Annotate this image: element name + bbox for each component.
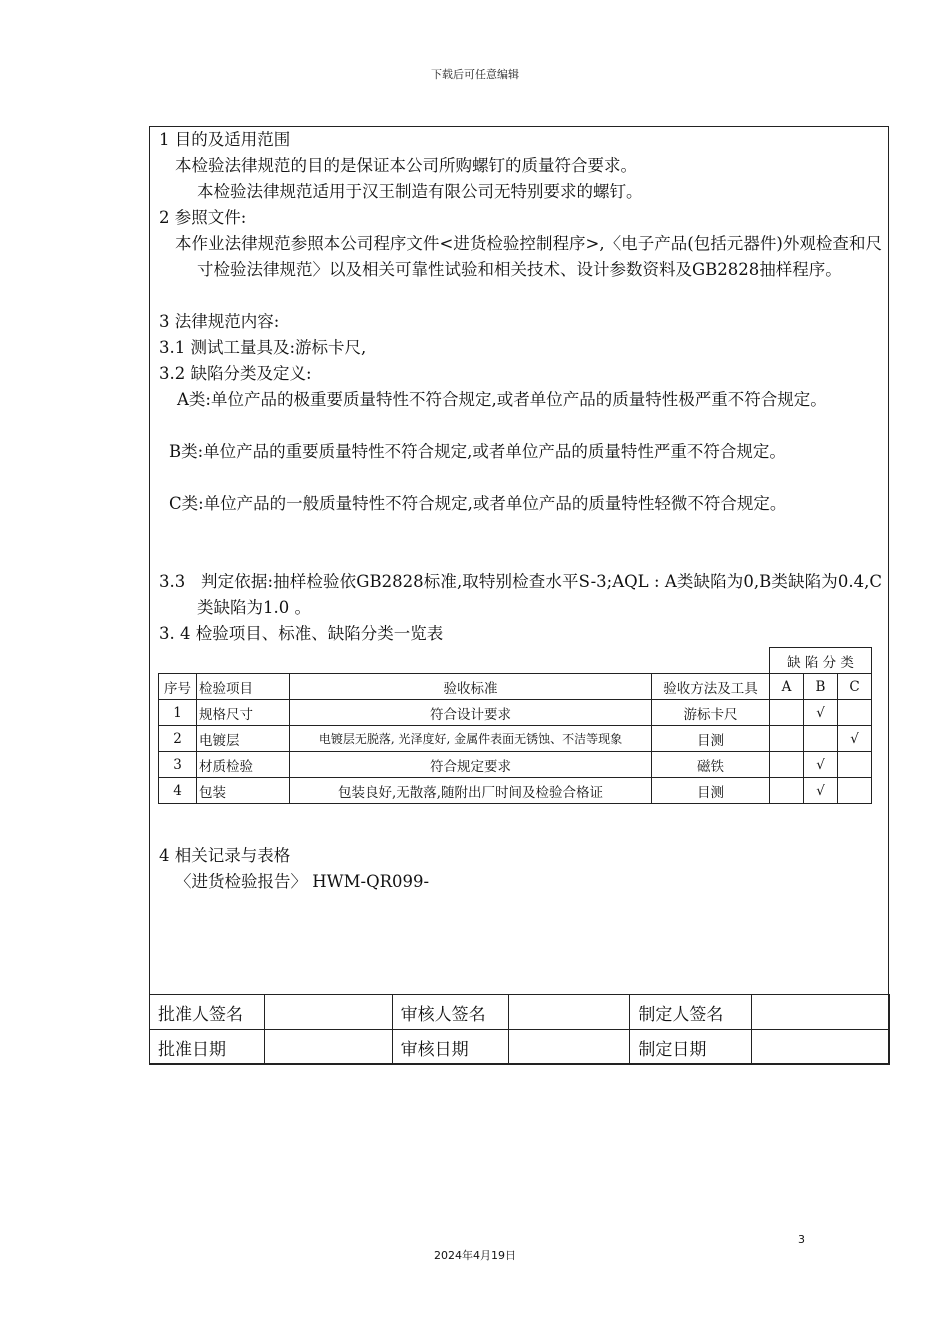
section-3-2: 3.2 缺陷分类及定义: xyxy=(159,364,312,383)
approver-sign-field[interactable] xyxy=(264,995,392,1030)
cell-method: 目测 xyxy=(652,726,770,752)
section-2-paragraph xyxy=(175,231,882,283)
table-row xyxy=(159,752,872,778)
cell-item: 电镀层 xyxy=(197,726,290,752)
cell-b xyxy=(804,726,838,752)
make-date-field[interactable] xyxy=(752,1030,890,1065)
cell-c xyxy=(838,700,872,726)
footer-date: 2024年4月19日 xyxy=(434,1249,516,1262)
cell-method: 磁铁 xyxy=(652,752,770,778)
review-date-label: 审核日期 xyxy=(392,1030,508,1065)
header-note: 下载后可任意编辑 xyxy=(431,68,519,81)
table-group-header-row xyxy=(159,648,872,674)
definition-a: A类:单位产品的极重要质量特性不符合规定,或者单位产品的质量特性极严重不符合规定。 xyxy=(177,390,827,409)
section-2-title: 2 参照文件: xyxy=(159,208,247,227)
section-1-title: 1 目的及适用范围 xyxy=(159,130,291,149)
cell-c xyxy=(838,752,872,778)
header-b: B xyxy=(804,674,838,700)
cell-index: 1 xyxy=(159,700,197,726)
signoff-row-signatures xyxy=(150,995,890,1030)
header-a: A xyxy=(770,674,804,700)
defect-class-header: 缺 陷 分 类 xyxy=(770,648,872,674)
cell-item: 包装 xyxy=(197,778,290,804)
cell-b: √ xyxy=(804,752,838,778)
maker-sign-field[interactable] xyxy=(752,995,890,1030)
table-row xyxy=(159,778,872,804)
section-2-text: 本作业法律规范参照本公司程序文件<进货检验控制程序>,〈电子产品(包括元器件)外观检查和尺寸检验法律规范〉以及相关可靠性试验和相关技术、设计参数资料及GB2828抽样程序。 xyxy=(175,234,882,279)
header-item: 检验项目 xyxy=(197,674,290,700)
cell-c: √ xyxy=(838,726,872,752)
section-3-3-text: 判定依据:抽样检验依GB2828标准,取特别检查水平S-3;AQL : A类缺陷为0,B类缺陷为0.4,C类缺陷为1.0 。 xyxy=(197,572,882,617)
page-number: 3 xyxy=(798,1233,805,1246)
cell-item: 材质检验 xyxy=(197,752,290,778)
definition-c: C类:单位产品的一般质量特性不符合规定,或者单位产品的质量特性轻微不符合规定。 xyxy=(169,494,787,513)
table-header-row xyxy=(159,674,872,700)
section-1-paragraph-1: 本检验法律规范的目的是保证本公司所购螺钉的质量符合要求。 xyxy=(175,156,637,175)
section-3-1: 3.1 测试工量具及:游标卡尺, xyxy=(159,338,367,357)
cell-standard: 符合规定要求 xyxy=(290,752,652,778)
cell-b: √ xyxy=(804,700,838,726)
table-row xyxy=(159,726,872,752)
header-index: 序号 xyxy=(159,674,197,700)
section-1-paragraph-2: 本检验法律规范适用于汉王制造有限公司无特别要求的螺钉。 xyxy=(197,182,643,201)
section-3-title: 3 法律规范内容: xyxy=(159,312,280,331)
maker-sign-label: 制定人签名 xyxy=(630,995,752,1030)
definition-b: B类:单位产品的重要质量特性不符合规定,或者单位产品的质量特性严重不符合规定。 xyxy=(169,442,786,461)
cell-a xyxy=(770,778,804,804)
cell-c xyxy=(838,778,872,804)
header-c: C xyxy=(838,674,872,700)
cell-index: 3 xyxy=(159,752,197,778)
section-4-record: 〈进货检验报告〉 HWM-QR099- xyxy=(175,872,430,891)
approve-date-field[interactable] xyxy=(264,1030,392,1065)
cell-b: √ xyxy=(804,778,838,804)
section-3-4: 3. 4 检验项目、标准、缺陷分类一览表 xyxy=(159,624,444,643)
cell-standard: 包装良好,无散落,随附出厂时间及检验合格证 xyxy=(290,778,652,804)
cell-method: 目测 xyxy=(652,778,770,804)
reviewer-sign-field[interactable] xyxy=(508,995,630,1030)
cell-index: 4 xyxy=(159,778,197,804)
inspection-table xyxy=(158,647,872,804)
cell-index: 2 xyxy=(159,726,197,752)
signoff-table xyxy=(149,994,890,1065)
cell-method: 游标卡尺 xyxy=(652,700,770,726)
review-date-field[interactable] xyxy=(508,1030,630,1065)
cell-a xyxy=(770,726,804,752)
cell-standard: 电镀层无脱落, 光泽度好, 金属件表面无锈蚀、不洁等现象 xyxy=(290,726,652,752)
reviewer-sign-label: 审核人签名 xyxy=(392,995,508,1030)
cell-item: 规格尺寸 xyxy=(197,700,290,726)
approve-date-label: 批准日期 xyxy=(150,1030,265,1065)
cell-a xyxy=(770,752,804,778)
section-4-title: 4 相关记录与表格 xyxy=(159,846,291,865)
header-standard: 验收标准 xyxy=(290,674,652,700)
cell-standard: 符合设计要求 xyxy=(290,700,652,726)
table-row xyxy=(159,700,872,726)
signoff-row-dates xyxy=(150,1030,890,1065)
header-method: 验收方法及工具 xyxy=(652,674,770,700)
section-3-3-number: 3.3 xyxy=(159,572,186,591)
cell-a xyxy=(770,700,804,726)
make-date-label: 制定日期 xyxy=(630,1030,752,1065)
approver-sign-label: 批准人签名 xyxy=(150,995,265,1030)
